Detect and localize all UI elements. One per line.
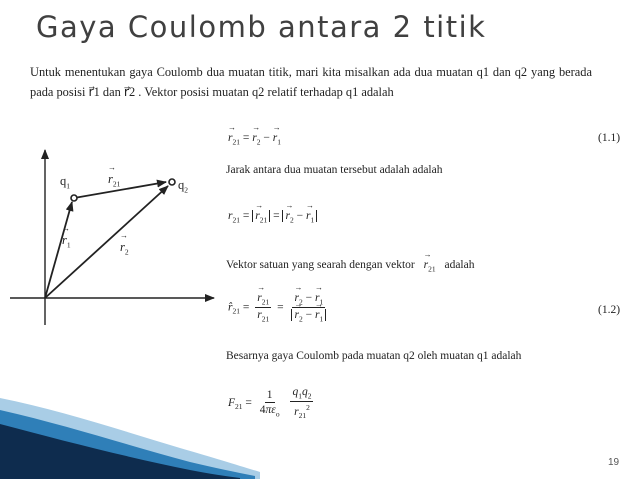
equation-distance: $r_{21}$ = → $r_{21}$ = → $r_2$ − → $r_1$ (228, 210, 317, 224)
equation-coulomb-force: $F_{21}$ = $\frac{1}{4\pi\varepsilon_o}$ $\frac{q_1q_2}{r_{21}^2}$ (228, 386, 312, 421)
label-r2: → $r_2$ (120, 240, 129, 257)
equation-1-2: $r̂_{21}$ = → $\frac{r_{21}}{r_{21}}$ = → $r_2$ − → $r_1$ → $r_2$ − → $r_1$ (228, 292, 331, 324)
text-besarnya: Besarnya gaya Coulomb pada muatan q2 oleh muatan q1 adalah (226, 350, 522, 362)
slide-title: Gaya Coulomb antara 2 titik (36, 10, 487, 44)
equation-number-1-1: (1.1) (598, 132, 621, 144)
equation-1-1: → $r_{21}$ = → $r_2$ − → $r_1$ (228, 132, 281, 146)
text-jarak: Jarak antara dua muatan tersebut adalah adalah (226, 164, 443, 176)
page-number: 19 (608, 457, 620, 468)
equation-number-1-2: (1.2) (598, 304, 621, 316)
label-r1: → $r_1$ (62, 233, 71, 250)
text-vektor-satuan: Vektor satuan yang searah dengan vektor → $r_{21}$ adalah (226, 259, 474, 273)
label-q2: $q_2$ (178, 178, 188, 195)
label-q1: $q_1$ (60, 174, 70, 191)
label-r21: → $r_{21}$ (108, 172, 120, 189)
intro-paragraph: Untuk menentukan gaya Coulomb dua muatan titik, mari kita misalkan ada dua muatan q1 dan q2 yang berada pada posisi r⃗1 dan r⃗2 . Vektor posisi muatan q2 relatif terhadap q1 adalah (30, 65, 592, 99)
